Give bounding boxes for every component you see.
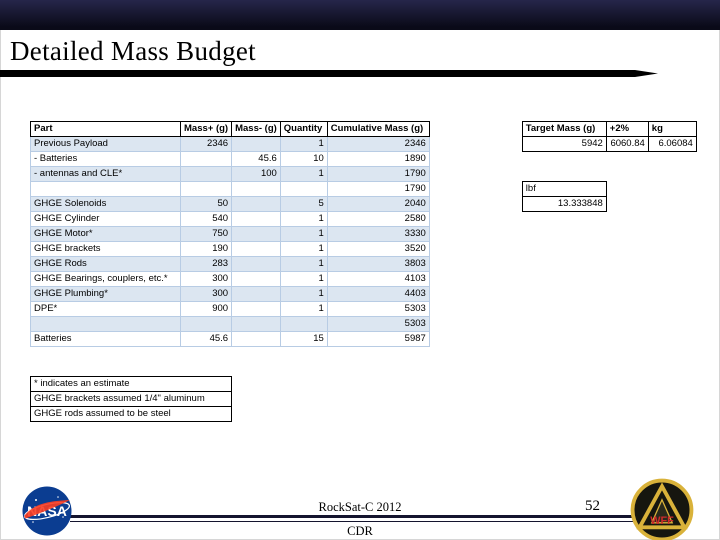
cell-cumulative-mass: 3330 (327, 227, 429, 242)
cell-mass-minus (232, 197, 281, 212)
top-bar (0, 0, 720, 30)
table-row (31, 332, 697, 347)
mass-budget-table (30, 121, 697, 422)
gap-cell (232, 407, 281, 422)
footer-program-text: RockSat-C 2012 (318, 500, 402, 514)
cell-quantity: 1 (280, 257, 327, 272)
wff-patch-icon (630, 478, 694, 540)
gap-cell (232, 362, 281, 377)
row-spacer (429, 332, 522, 347)
header-cumulative-mass: Cumulative Mass (g) (327, 122, 429, 137)
cell-part: Batteries (31, 332, 181, 347)
cell-cumulative-mass: 2040 (327, 197, 429, 212)
row-spacer (429, 182, 522, 197)
cell-cumulative-mass: 5303 (327, 302, 429, 317)
cell-quantity: 1 (280, 137, 327, 152)
cell-mass-plus: 300 (181, 287, 232, 302)
cell-part: GHGE Bearings, couplers, etc.* (31, 272, 181, 287)
cell-target-mass: 13.333848 (522, 197, 606, 212)
cell-mass-plus: 45.6 (181, 332, 232, 347)
cell-plus-2-percent (606, 242, 648, 257)
cell-mass-minus (232, 332, 281, 347)
header-quantity: Quantity (280, 122, 327, 137)
cell-plus-2-percent: 6060.84 (606, 137, 648, 152)
gap-cell (232, 347, 281, 362)
cell-kg (648, 272, 696, 287)
cell-mass-plus: 283 (181, 257, 232, 272)
cell-mass-plus: 190 (181, 242, 232, 257)
cell-part: - Batteries (31, 152, 181, 167)
gap-cell (327, 377, 429, 392)
cell-target-mass: 5942 (522, 137, 606, 152)
cell-target-mass (522, 332, 606, 347)
gap-cell (429, 407, 522, 422)
cell-cumulative-mass: 3520 (327, 242, 429, 257)
table-note-row (31, 377, 697, 392)
cell-kg (648, 212, 696, 227)
gap-cell (606, 347, 648, 362)
cell-plus-2-percent (606, 257, 648, 272)
table-gap-row (31, 362, 697, 377)
cell-cumulative-mass: 5303 (327, 317, 429, 332)
cell-cumulative-mass: 2580 (327, 212, 429, 227)
table-row (31, 137, 697, 152)
gap-cell (280, 407, 327, 422)
row-spacer (429, 197, 522, 212)
cell-mass-plus: 900 (181, 302, 232, 317)
cell-target-mass (522, 287, 606, 302)
cell-quantity: 1 (280, 302, 327, 317)
gap-cell (327, 362, 429, 377)
cell-mass-plus: 2346 (181, 137, 232, 152)
cell-quantity: 15 (280, 332, 327, 347)
gap-cell (522, 377, 606, 392)
gap-cell (522, 362, 606, 377)
cell-quantity: 1 (280, 242, 327, 257)
footer-rule-thick (70, 515, 640, 518)
cell-cumulative-mass: 1790 (327, 167, 429, 182)
gap-cell (522, 407, 606, 422)
nasa-logo-text: NASA (27, 503, 67, 519)
cell-kg (648, 287, 696, 302)
table-row (31, 152, 697, 167)
header-spacer (429, 122, 522, 137)
table-row (31, 287, 697, 302)
table-header-row (31, 122, 697, 137)
cell-part (31, 182, 181, 197)
gap-cell (648, 347, 696, 362)
gap-cell (280, 392, 327, 407)
cell-cumulative-mass: 1890 (327, 152, 429, 167)
gap-cell (232, 392, 281, 407)
gap-cell (522, 392, 606, 407)
gap-cell (522, 347, 606, 362)
cell-target-mass (522, 257, 606, 272)
cell-target-mass (522, 317, 606, 332)
cell-kg (648, 257, 696, 272)
cell-plus-2-percent (606, 287, 648, 302)
cell-part: GHGE Cylinder (31, 212, 181, 227)
gap-cell (280, 362, 327, 377)
table-row (31, 317, 697, 332)
slide-number: 52 (585, 498, 600, 514)
cell-quantity: 10 (280, 152, 327, 167)
header-target-mass: Target Mass (g) (522, 122, 606, 137)
row-spacer (429, 137, 522, 152)
gap-cell (429, 392, 522, 407)
cell-mass-plus: 540 (181, 212, 232, 227)
cell-kg (648, 227, 696, 242)
cell-plus-2-percent (606, 227, 648, 242)
nasa-logo-icon (22, 486, 72, 536)
cell-cumulative-mass: 4403 (327, 287, 429, 302)
table-row (31, 167, 697, 182)
row-spacer (429, 152, 522, 167)
cell-mass-plus (181, 152, 232, 167)
row-spacer (429, 242, 522, 257)
cell-quantity (280, 317, 327, 332)
cell-mass-minus: 100 (232, 167, 281, 182)
cell-mass-minus (232, 317, 281, 332)
cell-plus-2-percent (606, 317, 648, 332)
cell-cumulative-mass: 4103 (327, 272, 429, 287)
cell-mass-minus (232, 182, 281, 197)
cell-mass-minus (232, 272, 281, 287)
cell-plus-2-percent (606, 197, 648, 212)
gap-cell (181, 362, 232, 377)
table-row (31, 257, 697, 272)
table-note-row (31, 407, 697, 422)
row-spacer (429, 227, 522, 242)
cell-cumulative-mass: 2346 (327, 137, 429, 152)
cell-target-mass (522, 272, 606, 287)
gap-cell (648, 377, 696, 392)
cell-plus-2-percent (606, 152, 648, 167)
table-row (31, 227, 697, 242)
cell-mass-minus (232, 137, 281, 152)
row-spacer (429, 317, 522, 332)
gap-cell (327, 407, 429, 422)
cell-part: DPE* (31, 302, 181, 317)
cell-kg (648, 332, 696, 347)
cell-cumulative-mass: 5987 (327, 332, 429, 347)
cell-part: GHGE Plumbing* (31, 287, 181, 302)
cell-plus-2-percent (606, 272, 648, 287)
gap-cell (280, 377, 327, 392)
cell-plus-2-percent (606, 212, 648, 227)
gap-cell (606, 362, 648, 377)
gap-cell (606, 392, 648, 407)
cell-mass-plus: 300 (181, 272, 232, 287)
cell-mass-plus (181, 182, 232, 197)
gap-cell (327, 392, 429, 407)
table-note-row (31, 392, 697, 407)
gap-cell (327, 347, 429, 362)
cell-quantity: 1 (280, 272, 327, 287)
cell-quantity: 5 (280, 197, 327, 212)
cell-target-mass (522, 242, 606, 257)
cell-plus-2-percent (606, 302, 648, 317)
table-row (31, 302, 697, 317)
cell-kg (648, 302, 696, 317)
cell-cumulative-mass: 1790 (327, 182, 429, 197)
cell-mass-minus (232, 242, 281, 257)
header-mass-plus: Mass+ (g) (181, 122, 232, 137)
cell-quantity: 1 (280, 167, 327, 182)
gap-cell (429, 362, 522, 377)
cell-target-mass (522, 167, 606, 182)
gap-cell (606, 407, 648, 422)
cell-kg (648, 242, 696, 257)
footer-review-text: CDR (347, 524, 373, 538)
row-spacer (429, 287, 522, 302)
table-gap-row (31, 347, 697, 362)
note-cell: * indicates an estimate (31, 377, 232, 392)
gap-cell (606, 377, 648, 392)
row-spacer (429, 272, 522, 287)
header-mass-minus: Mass- (g) (232, 122, 281, 137)
note-cell: GHGE rods assumed to be steel (31, 407, 232, 422)
cell-mass-minus (232, 302, 281, 317)
page-title: Detailed Mass Budget (10, 36, 256, 66)
cell-mass-minus (232, 227, 281, 242)
table-row (31, 182, 697, 197)
gap-cell (181, 347, 232, 362)
cell-quantity: 1 (280, 212, 327, 227)
header-kg: kg (648, 122, 696, 137)
cell-quantity: 1 (280, 227, 327, 242)
row-spacer (429, 167, 522, 182)
cell-mass-plus: 50 (181, 197, 232, 212)
gap-cell (31, 347, 181, 362)
row-spacer (429, 257, 522, 272)
cell-quantity: 1 (280, 287, 327, 302)
gap-cell (429, 377, 522, 392)
header-plus-2-percent: +2% (606, 122, 648, 137)
cell-mass-minus: 45.6 (232, 152, 281, 167)
gap-cell (648, 392, 696, 407)
cell-kg: 6.06084 (648, 137, 696, 152)
table-row (31, 197, 697, 212)
cell-plus-2-percent (606, 332, 648, 347)
row-spacer (429, 302, 522, 317)
cell-mass-plus (181, 317, 232, 332)
cell-mass-minus (232, 257, 281, 272)
cell-target-mass (522, 152, 606, 167)
cell-part: GHGE Rods (31, 257, 181, 272)
cell-mass-minus (232, 287, 281, 302)
cell-target-mass (522, 227, 606, 242)
cell-kg (648, 197, 696, 212)
cell-plus-2-percent (606, 167, 648, 182)
cell-plus-2-percent (606, 182, 648, 197)
cell-cumulative-mass: 3803 (327, 257, 429, 272)
cell-kg (648, 152, 696, 167)
gap-cell (648, 407, 696, 422)
cell-mass-plus (181, 167, 232, 182)
cell-part: Previous Payload (31, 137, 181, 152)
cell-target-mass: lbf (522, 182, 606, 197)
cell-quantity (280, 182, 327, 197)
footer-rule-thin (70, 521, 640, 522)
cell-mass-plus: 750 (181, 227, 232, 242)
note-cell: GHGE brackets assumed 1/4" aluminum (31, 392, 232, 407)
gap-cell (648, 362, 696, 377)
title-underline-arrow (0, 70, 658, 77)
cell-part: GHGE Solenoids (31, 197, 181, 212)
table-row (31, 242, 697, 257)
cell-part: GHGE Motor* (31, 227, 181, 242)
row-spacer (429, 212, 522, 227)
cell-mass-minus (232, 212, 281, 227)
gap-cell (232, 377, 281, 392)
cell-target-mass (522, 302, 606, 317)
cell-kg (648, 317, 696, 332)
header-part: Part (31, 122, 181, 137)
cell-kg (648, 182, 696, 197)
gap-cell (429, 347, 522, 362)
gap-cell (280, 347, 327, 362)
cell-kg (648, 167, 696, 182)
wff-patch-text: WFF (650, 515, 674, 528)
cell-part: GHGE brackets (31, 242, 181, 257)
cell-target-mass (522, 212, 606, 227)
cell-part: - antennas and CLE* (31, 167, 181, 182)
gap-cell (31, 362, 181, 377)
table-row (31, 212, 697, 227)
table-row (31, 272, 697, 287)
cell-part (31, 317, 181, 332)
spreadsheet-table (30, 121, 697, 422)
